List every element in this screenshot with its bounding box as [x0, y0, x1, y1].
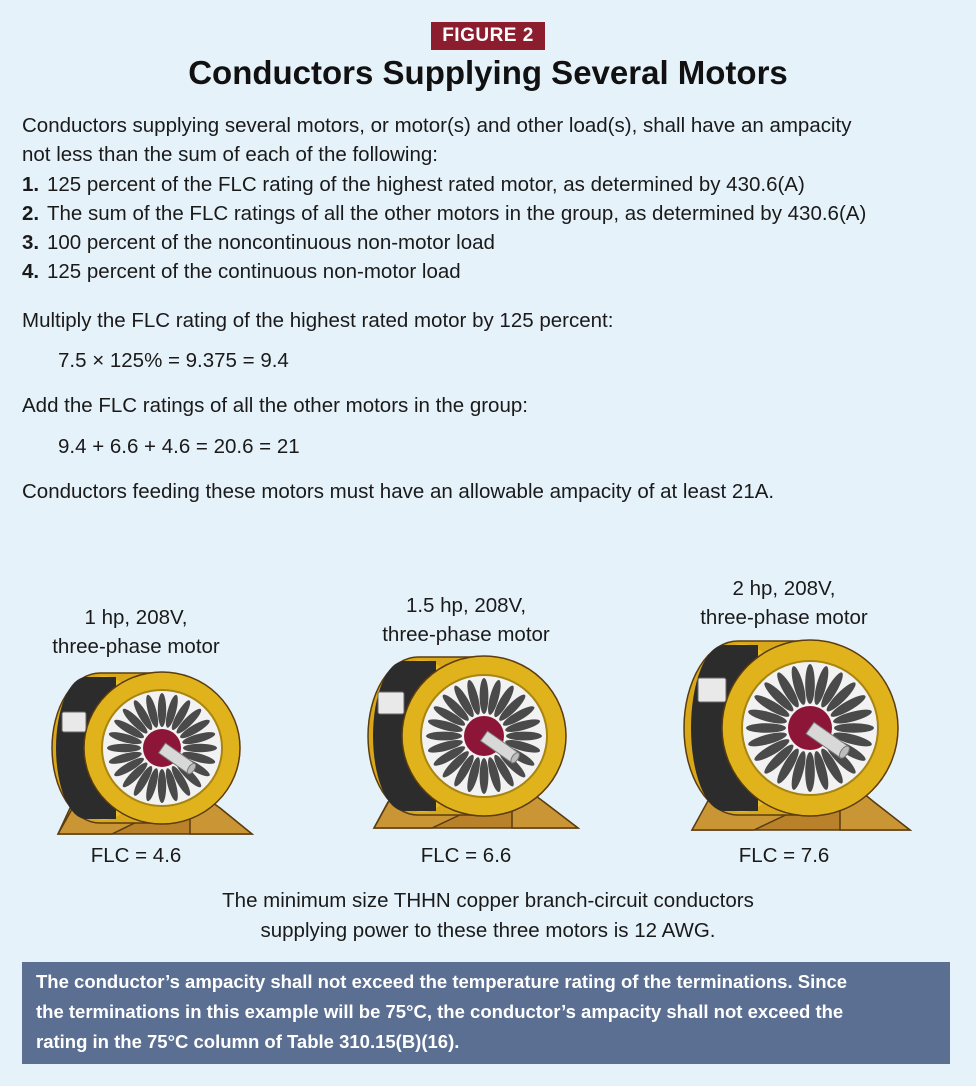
motor-3-rating: 2 hp, 208V,	[732, 577, 836, 600]
list-item	[22, 170, 866, 199]
motor-3-type: three-phase motor	[700, 606, 868, 629]
conclusion-text	[0, 886, 976, 946]
motor-3-illustration	[674, 636, 918, 836]
motor-1-label	[6, 603, 266, 661]
motor-1-type: three-phase motor	[52, 635, 220, 658]
calc-2: 9.4 + 6.6 + 4.6 = 20.6 = 21	[58, 435, 300, 458]
motor-2-label	[336, 591, 596, 649]
motor-3-flc: FLC = 7.6	[738, 844, 830, 867]
conclusion-line-2: supplying power to these three motors is 12 AWG.	[260, 919, 716, 942]
list-number: 1.	[22, 173, 40, 196]
motor-2-type: three-phase motor	[382, 623, 550, 646]
motor-3-label	[654, 574, 914, 632]
intro-line-1: Conductors supplying several motors, or motor(s) and other load(s), shall have an ampacity	[22, 114, 852, 137]
list-text: 125 percent of the continuous non-motor load	[47, 260, 461, 283]
intro-line-2: not less than the sum of each of the following:	[22, 143, 438, 166]
conclusion-line-1: The minimum size THHN copper branch-circuit conductors	[222, 889, 754, 912]
calc-1: 7.5 × 125% = 9.375 = 9.4	[58, 349, 289, 372]
note-box	[22, 962, 950, 1064]
step-1-text: Multiply the FLC rating of the highest rated motor by 125 percent:	[22, 309, 614, 332]
note-line-3: rating in the 75°C column of Table 310.15(B)(16).	[36, 1031, 460, 1052]
note-line-2: the terminations in this example will be 75°C, the conductor’s ampacity shall not exceed the	[36, 1001, 844, 1022]
step-2-text: Add the FLC ratings of all the other motors in the group:	[22, 394, 528, 417]
note-line-1: The conductor’s ampacity shall not exceed the temperature rating of the terminations. Since	[36, 971, 848, 992]
list-text: The sum of the FLC ratings of all the other motors in the group, as determined by 430.6(A)	[47, 202, 867, 225]
figure-badge: FIGURE 2	[431, 22, 545, 50]
requirements-list	[22, 170, 866, 286]
figure-title: Conductors Supplying Several Motors	[188, 54, 788, 91]
list-item	[22, 257, 866, 286]
result-text: Conductors feeding these motors must have an allowable ampacity of at least 21A.	[22, 480, 775, 503]
list-number: 4.	[22, 260, 40, 283]
motor-2-flc: FLC = 6.6	[420, 844, 512, 867]
motor-1-illustration	[40, 668, 260, 840]
motor-2-rating: 1.5 hp, 208V,	[405, 594, 527, 617]
list-number: 2.	[22, 202, 40, 225]
list-text: 125 percent of the FLC rating of the highest rated motor, as determined by 430.6(A)	[47, 173, 805, 196]
motor-2-illustration	[356, 652, 586, 834]
motor-1-rating: 1 hp, 208V,	[84, 606, 188, 629]
motor-1-flc: FLC = 4.6	[90, 844, 182, 867]
list-item	[22, 199, 866, 228]
list-item	[22, 228, 866, 257]
list-number: 3.	[22, 231, 40, 254]
list-text: 100 percent of the noncontinuous non-motor load	[47, 231, 495, 254]
